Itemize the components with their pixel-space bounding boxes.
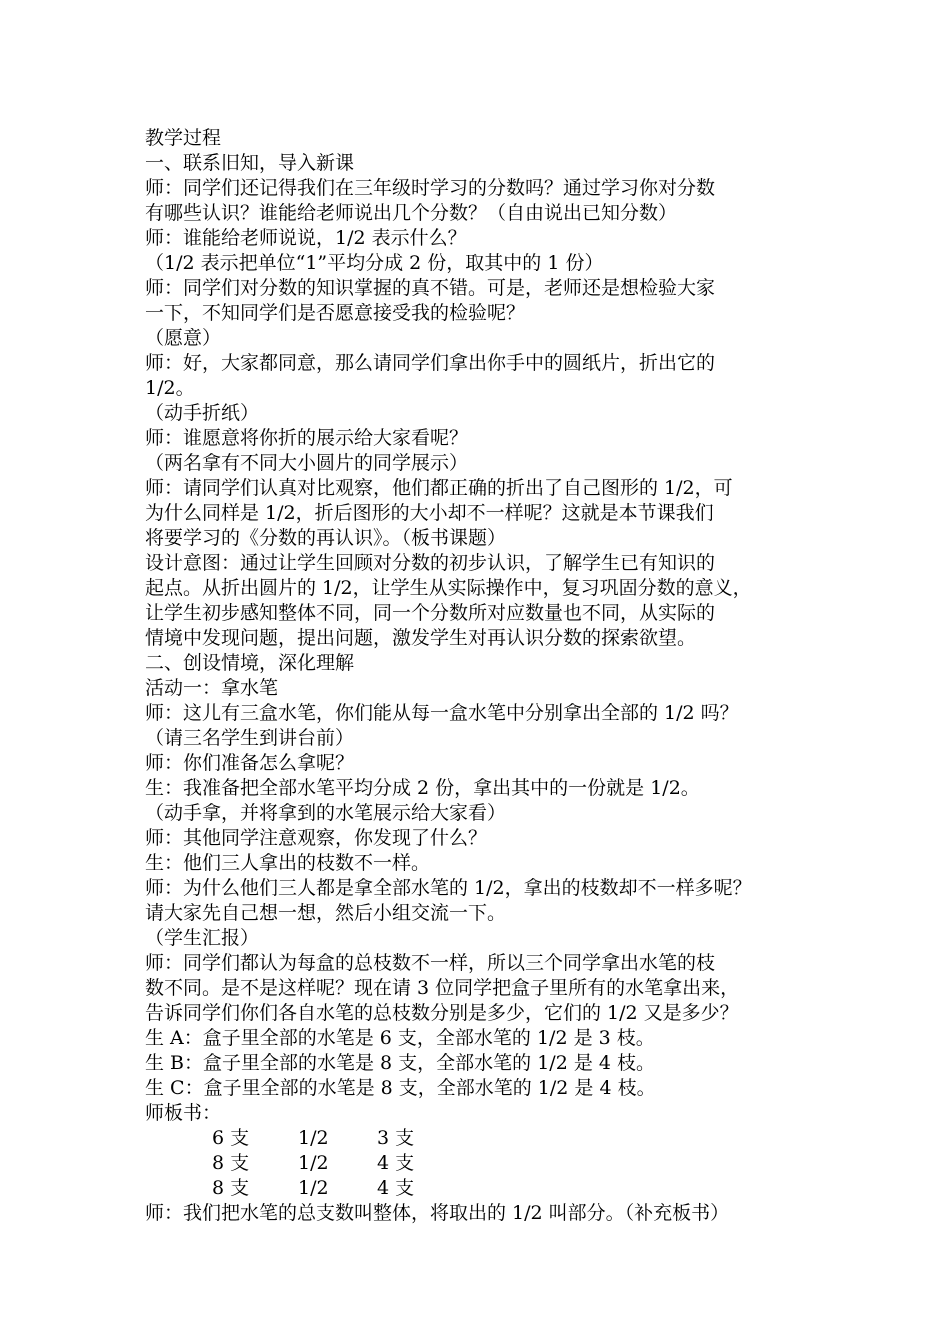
text-line: 让学生初步感知整体不同，同一个分数所对应数量也不同，从实际的 [145,602,716,624]
text-line: 师：好，大家都同意，那么请同学们拿出你手中的圆纸片，折出它的 [145,352,716,374]
board-part-cell: 3 支 [377,1127,415,1149]
text-line: 设计意图：通过让学生回顾对分数的初步认识，了解学生已有知识的 [145,552,716,574]
board-fraction-cell: 1/2 [298,1177,329,1199]
text-line: （动手拿，并将拿到的水笔展示给大家看） [145,802,507,824]
text-line: 1/2。 [145,377,195,399]
text-line: 教学过程 [145,127,222,149]
blackboard-table [145,1126,825,1201]
text-line: 师：同学们还记得我们在三年级时学习的分数吗？通过学习你对分数 [145,177,716,199]
text-line: 情境中发现问题，提出问题，激发学生对再认识分数的探索欲望。 [145,627,697,649]
text-line: 师：为什么他们三人都是拿全部水笔的 1/2，拿出的枝数却不一样多呢？ [145,877,752,899]
board-total-cell: 8 支 [212,1177,250,1199]
text-line: （两名拿有不同大小圆片的同学展示） [145,452,469,474]
text-line: 有哪些认识？谁能给老师说出几个分数？（自由说出已知分数） [145,202,678,224]
text-line: 生：他们三人拿出的枝数不一样。 [145,852,431,874]
text-line: 请大家先自己想一想，然后小组交流一下。 [145,902,507,924]
text-line: 将要学习的《分数的再认识》。（板书课题） [145,527,507,549]
text-line: 活动一：拿水笔 [145,677,279,699]
text-line: 生 C：盒子里全部的水笔是 8 支，全部水笔的 1/2 是 4 枝。 [145,1077,656,1099]
text-line: 师：谁能给老师说说，1/2 表示什么？ [145,227,467,249]
text-line: 一下，不知同学们是否愿意接受我的检验呢？ [145,302,526,324]
text-line: 师：谁愿意将你折的展示给大家看呢？ [145,427,469,449]
text-line: 为什么同样是 1/2，折后图形的大小却不一样呢？这就是本节课我们 [145,502,714,524]
text-line: 师：请同学们认真对比观察，他们都正确的折出了自己图形的 1/2，可 [145,477,733,499]
text-line: 生 A：盒子里全部的水笔是 6 支，全部水笔的 1/2 是 3 枝。 [145,1027,655,1049]
text-lines [145,126,825,1126]
text-line: （学生汇报） [145,927,260,949]
text-line: （愿意） [145,327,222,349]
board-total-cell: 8 支 [212,1152,250,1174]
text-line: （动手折纸） [145,402,260,424]
text-line: （1/2 表示把单位“1”平均分成 2 份，取其中的 1 份） [145,252,604,274]
board-row [145,1176,825,1201]
board-row [145,1151,825,1176]
board-total-cell: 6 支 [212,1127,250,1149]
text-line: （请三名学生到讲台前） [145,727,355,749]
text-line: 师：你们准备怎么拿呢？ [145,752,355,774]
closing-line: 师：我们把水笔的总支数叫整体，将取出的 1/2 叫部分。（补充板书） [145,1202,730,1224]
board-fraction-cell: 1/2 [298,1127,329,1149]
board-part-cell: 4 支 [377,1152,415,1174]
text-line: 师：这儿有三盒水笔，你们能从每一盒水笔中分别拿出全部的 1/2 吗？ [145,702,739,724]
text-line: 一、联系旧知，导入新课 [145,152,355,174]
text-line: 师：其他同学注意观察，你发现了什么？ [145,827,488,849]
text-line: 告诉同学们你们各自水笔的总枝数分别是多少，它们的 1/2 又是多少？ [145,1002,739,1024]
document-body [145,126,825,1226]
text-line: 师：同学们对分数的知识掌握的真不错。可是，老师还是想检验大家 [145,277,716,299]
text-line: 师：同学们都认为每盒的总枝数不一样，所以三个同学拿出水笔的枝 [145,952,716,974]
board-fraction-cell: 1/2 [298,1152,329,1174]
text-line: 起点。从折出圆片的 1/2，让学生从实际操作中，复习巩固分数的意义， [145,577,752,599]
text-line: 二、创设情境，深化理解 [145,652,355,674]
board-row [145,1126,825,1151]
text-line: 生：我准备把全部水笔平均分成 2 份，拿出其中的一份就是 1/2。 [145,777,700,799]
board-part-cell: 4 支 [377,1177,415,1199]
text-line: 数不同。是不是这样呢？现在请 3 位同学把盒子里所有的水笔拿出来， [145,977,740,999]
text-line: 师板书： [145,1102,222,1124]
text-line: 生 B：盒子里全部的水笔是 8 支，全部水笔的 1/2 是 4 枝。 [145,1052,655,1074]
